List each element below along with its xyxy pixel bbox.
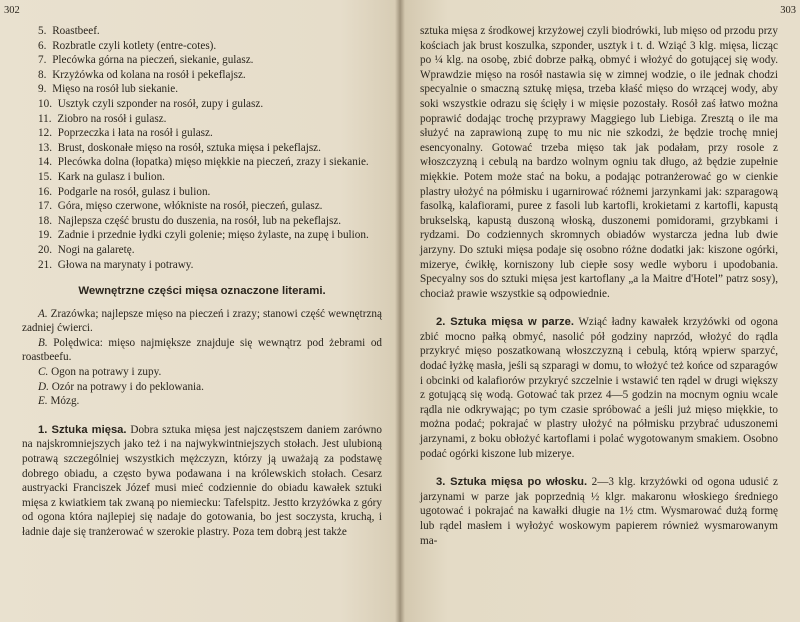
section-3-title: 3. Sztuka mięsa po włosku.: [436, 476, 588, 489]
cut-item-text: Nogi na galaretę.: [57, 243, 135, 256]
cut-item: [22, 112, 382, 127]
cuts-list: [22, 24, 382, 272]
cut-item-number: 18.: [38, 214, 52, 227]
inner-part-text: Ozór na potrawy i do peklowania.: [51, 380, 204, 393]
cut-item-text: Plecówka górna na pieczeń, siekanie, gulasz.: [52, 54, 254, 67]
cut-item-number: 15.: [38, 170, 52, 183]
cut-item-number: 8.: [38, 68, 47, 81]
continued-paragraph: sztuka mięsa z środkowej krzyżowej czyli biodrówki, lub mięso od przodu przy kościach jak brust koszulka, szponder, usztyk i t. d. Wziąć 3 klg. mięsa, licząc po ¼ klg. na osobę, zbić dobrze pałką, obmyć i włożyć do gotującej się wody. Wprawdzie mięso na rosół nastawia się w zimnej wodzie, o ile jednak chodzi specyalnie o smaczną sztukę mięsa, trzeba kłaść mięso do wrzącej wody, aby soki wszystkie odrazu się ścięły i w mięsie pozostały. Rosół zaś łatwo można poprawić dodając trochę przyprawy Maggiego lub Liebiga. Zresztą o ile ma służyć na zaprawioną zupę to mu nic nie szkodzi, że będzie trochę mniej esencyonalny. Gotować trzeba mięso tak jak podałam, przy rosole z włoszczyzną i cebulą na bardzo wolnym ogniu tak długo, aż będzie zupełnie miękkie. Potem może stać na boku, a podając potranżerować go w cienkie plastry ułożyć na półmisku i ugarnirować różnemi jarzynkami jak: szparagową fasolką, kalafiorami, puree z fasoli lub kartofli, krokietami z kartofli, kapustą brukselską, kapustą duszoną włoską, duszonemi pomidorami, grzybkami i rydzami. Do codziennych skromnych obiadów wystarcza jedna lub dwie jarzyny. Do sztuki mięsa podaje się osobno różne dodatki jak: kiszone ogórki, mizerye, ćwikłę, korniszony lub ciepłe sosy wedle wyboru i upodobania. Specyalny sos do sztuki mięsa jest kartoflany „a la Maitre d'Hotel” patrz sosy), chociaż prawie wszystkie są odpowiednie.: [420, 25, 778, 300]
cut-item-text: Brust, doskonałe mięso na rosół, sztuka mięsa i pekeflajsz.: [57, 141, 321, 154]
inner-part-letter: A.: [38, 307, 48, 320]
cut-item-number: 20.: [38, 243, 52, 256]
cut-item: [22, 24, 382, 39]
section-3-text: 2—3 klg. krzyżówki od ogona udusić z jarzynami w parze jak poprzednią ½ klgr. makaronu włoskiego średniego ugotować i pokrajać na kawałki długie na 1½ ctm. Wysmarować dużą formę lub rądel masłem i wyłożyć woskowym papierem również wysmarowanym ma-: [420, 476, 779, 547]
inner-part-letter: B.: [38, 336, 48, 349]
inner-part-item: [22, 394, 382, 409]
cut-item-text: Zadnie i przednie łydki czyli golenie; mięso żylaste, na zupę i bulion.: [57, 229, 369, 242]
cut-item: [22, 97, 382, 112]
cut-item: [22, 214, 382, 229]
section-2-title: 2. Sztuka mięsa w parze.: [436, 316, 574, 329]
cut-item-number: 17.: [38, 200, 52, 213]
section-1-title: 1. Sztuka mięsa.: [38, 423, 127, 436]
cut-item-number: 12.: [38, 127, 52, 140]
cut-item: [22, 141, 382, 156]
cut-item-number: 7.: [38, 54, 47, 67]
cut-item-number: 21.: [38, 258, 52, 271]
cut-item-text: Mięso na rosół lub siekanie.: [52, 83, 179, 96]
cut-item-number: 6.: [38, 39, 47, 52]
cut-item-text: Plecówka dolna (łopatka) mięso miękkie na pieczeń, zrazy i siekanie.: [57, 156, 369, 169]
inner-parts-heading: Wewnętrzne części mięsa oznaczone literami.: [78, 285, 326, 298]
cut-item-text: Poprzeczka i łata na rosół i gulasz.: [57, 127, 213, 140]
cut-item: [22, 258, 382, 273]
cut-item: [22, 243, 382, 258]
cut-item: [22, 39, 382, 54]
section-2-text: Wziąć ładny kawałek krzyżówki od ogona zbić mocno pałką obmyć, nasolić pół godziny naprzód, włożyć do rądla przykryć mięso poszatkowaną włoszczyzną i cebulą, którą wpierw sparzyć, dodać łyżkę masła, jeśli są szparagi w domu, to włożyć też końce od szparagów i obcinki od kalafiorów przykryć szczelnie i wstawić ten rądel w drugi większy z gotującą się wodą. Gotować tak przez 4—5 godzin na mocnym ogniu wcale rądla nie odkrywając; po tym czasie spróbować a jeśli już mięso miękkie, to można podać; pokrajać w plastry ułożyć na półmisku przybrać uduszonemi jarzynami, z boku obłożyć kartoflami i polać wygotowanym smakiem. Osobno podać ogórki kiszone lub mizerye.: [420, 316, 778, 460]
cut-item-number: 13.: [38, 141, 52, 154]
cut-item: [22, 199, 382, 214]
cut-item: [22, 170, 382, 185]
cut-item: [22, 185, 382, 200]
cut-item: [22, 126, 382, 141]
cut-item-text: Głowa na marynaty i potrawy.: [57, 258, 194, 271]
section-1-text: Dobra sztuka mięsa jest najczęstszem daniem zarówno na najskromniejszych jako też i na najwykwintniejszych stołach. Jest ulubioną potrawą szczególniej wszystkich mężczyzn, którzy ją uważają za podstawę dobrego obiadu, a często bywa podawana i na królewskich stołach. Cesarz austryacki Franciszek Józef musi mieć codziennie do obiadu kawałek sztuki mięsa z kwiatkiem tak zwaną po niemiecku: Tafelspitz. Jestto krzyżówka z góry od ogona która najlepiej się nadaje do gotowania, bo jest soczysta, kruchą, i ładnie daje się tranżerować w szerokie plastry. Poza tem dobrą jest także: [22, 423, 382, 538]
inner-part-text: Mózg.: [50, 395, 80, 408]
inner-part-text: Ogon na potrawy i zupy.: [51, 366, 162, 379]
page-number-left: 302: [4, 5, 20, 16]
cut-item: [22, 228, 382, 243]
inner-part-item: [22, 307, 382, 336]
cut-item: [22, 68, 382, 83]
inner-part-text: Zrazówka; najlepsze mięso na pieczeń i zrazy; stanowi część wewnętrzną zadniej ćwierci.: [22, 307, 382, 335]
inner-part-text: Polędwica: mięso najmiększe znajduje się wewnątrz pod żebrami od roastbeefu.: [22, 336, 383, 364]
cut-item-text: Roastbeef.: [52, 25, 100, 37]
cut-item-text: Krzyżówka od kolana na rosół i pekeflajsz.: [52, 68, 246, 81]
section-2-paragraph: [420, 315, 778, 461]
cut-item-number: 19.: [38, 229, 52, 242]
cut-item-number: 5.: [38, 25, 47, 37]
inner-part-letter: C.: [38, 366, 49, 379]
cut-item: [22, 53, 382, 68]
cut-item-number: 16.: [38, 185, 52, 198]
cut-item-text: Najlepsza część brustu do duszenia, na rosół, lub na pekeflajsz.: [57, 214, 342, 227]
inner-parts-list: [22, 307, 382, 409]
cut-item-text: Rozbratle czyli kotlety (entre-cotes).: [52, 39, 217, 52]
inner-part-item: [22, 336, 382, 365]
cut-item-text: Kark na gulasz i bulion.: [57, 170, 165, 183]
cut-item-text: Podgarle na rosół, gulasz i bulion.: [57, 185, 211, 198]
cut-item-text: Ziobro na rosół i gulasz.: [57, 112, 167, 125]
cut-item-number: 14.: [38, 156, 52, 169]
section-3-paragraph: [420, 475, 778, 548]
cut-item-number: 11.: [38, 112, 52, 125]
inner-part-letter: D.: [38, 380, 49, 393]
inner-part-item: [22, 365, 382, 380]
cut-item-text: Usztyk czyli szponder na rosół, zupy i gulasz.: [57, 97, 264, 110]
cut-item-number: 10.: [38, 97, 52, 110]
page-number-right: 303: [780, 5, 796, 16]
inner-part-item: [22, 380, 382, 395]
section-1-paragraph: [22, 423, 382, 540]
right-page: [400, 0, 800, 622]
cut-item-text: Góra, mięso czerwone, włókniste na rosół, pieczeń, gulasz.: [57, 200, 323, 213]
inner-part-letter: E.: [38, 395, 48, 408]
cut-item: [22, 82, 382, 97]
book-gutter: [395, 0, 405, 622]
cut-item: [22, 155, 382, 170]
cut-item-number: 9.: [38, 83, 47, 96]
